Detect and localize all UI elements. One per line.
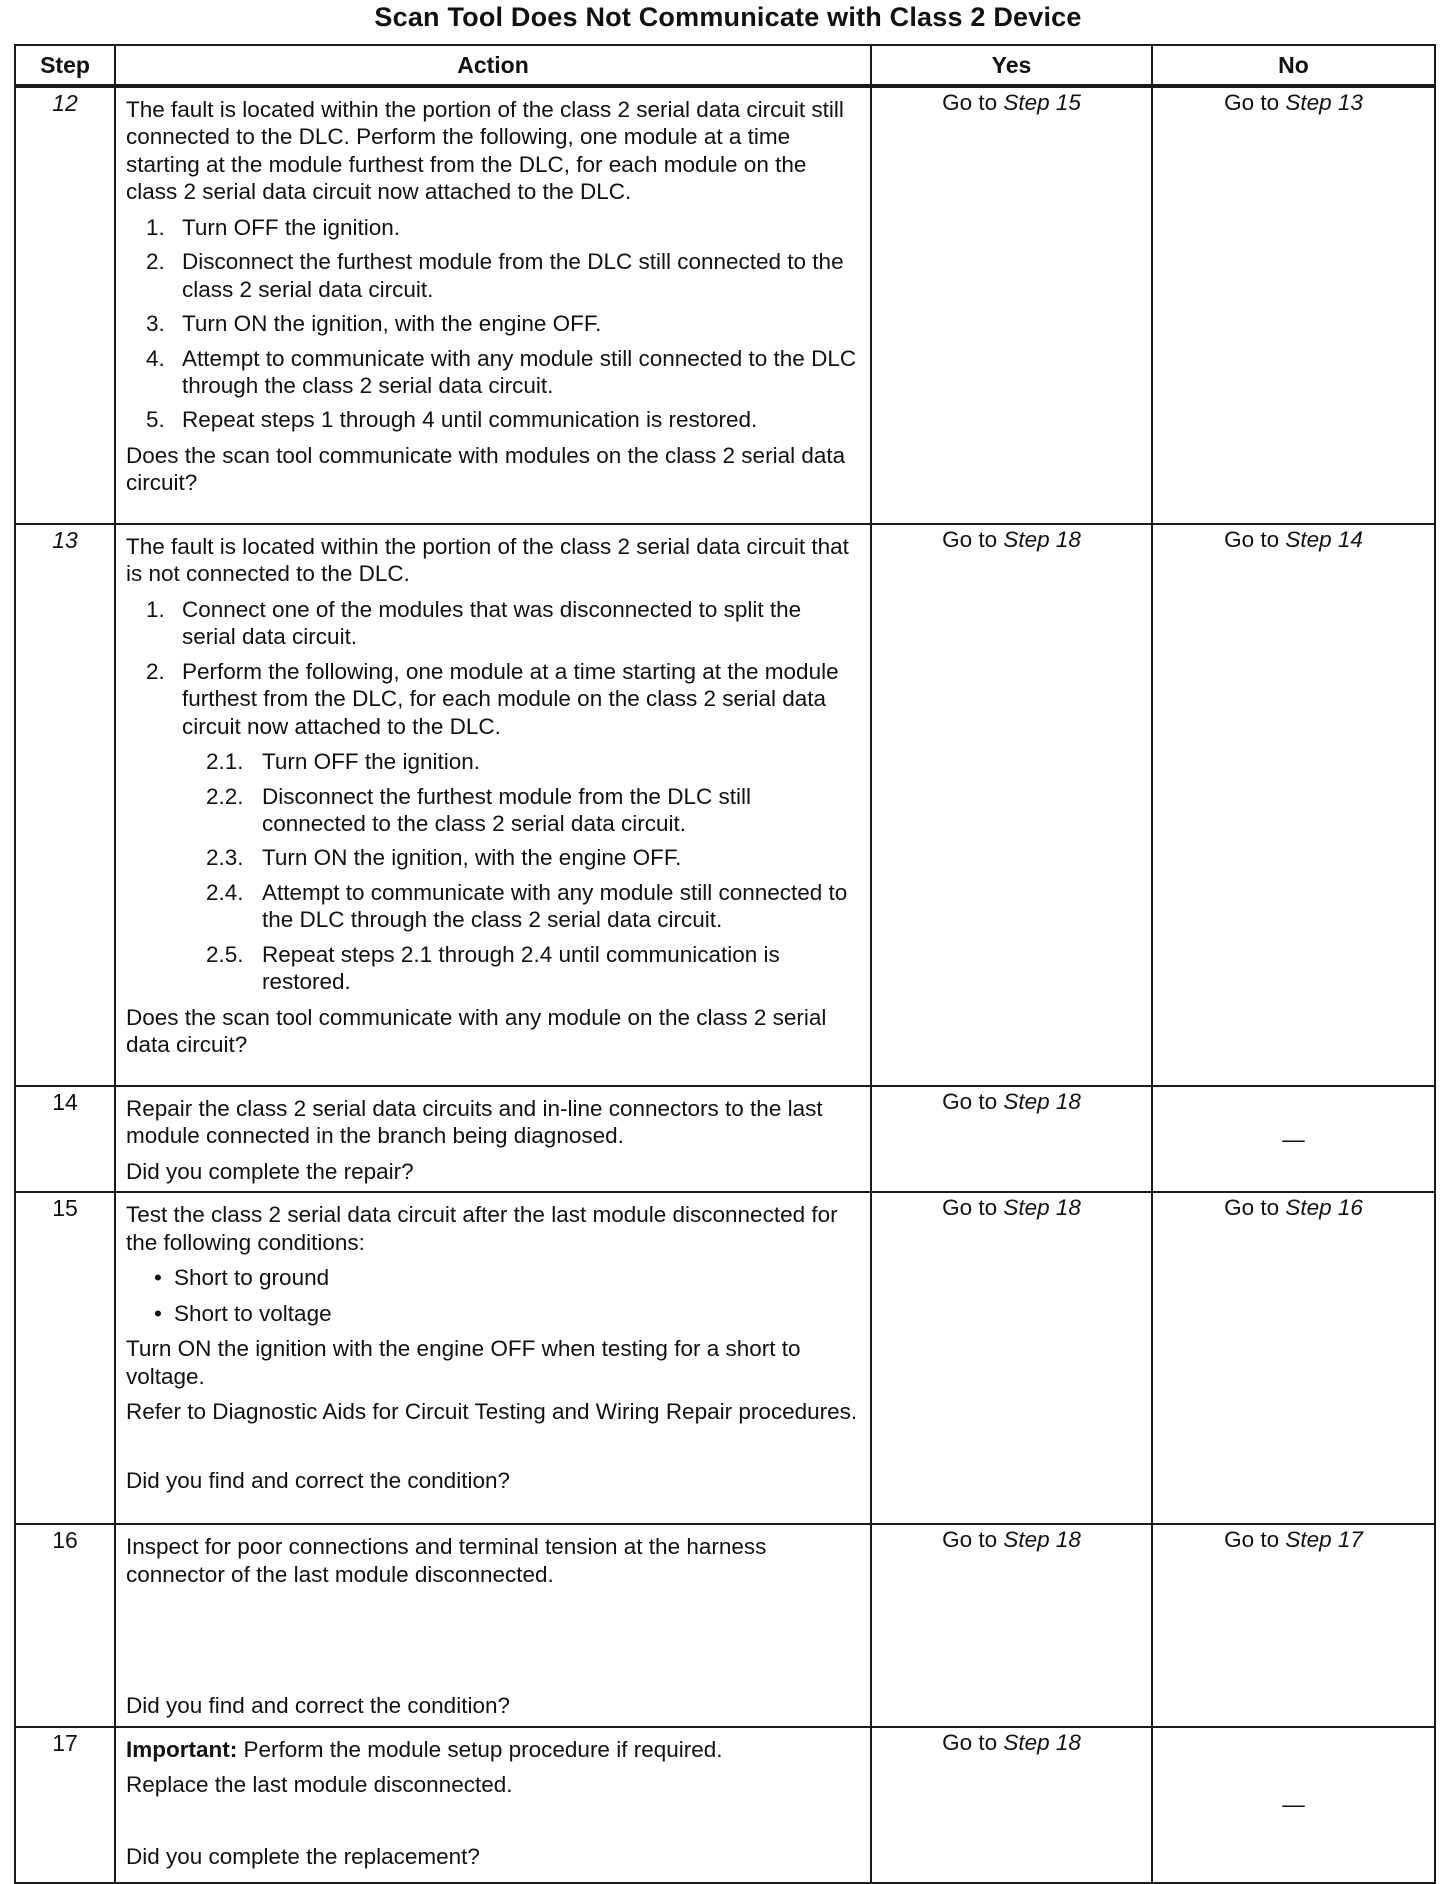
no-goto-step: Step 16 (1285, 1195, 1363, 1221)
list-item: 2.2. Disconnect the furthest module from the DLC still connected to the class 2 serial data circuit. (206, 783, 751, 836)
step-number: 17 (15, 1727, 115, 1883)
action-cell (115, 1727, 871, 1883)
procedure-list (126, 214, 860, 434)
yes-cell: Go to Step 18 (871, 524, 1152, 1086)
yes-goto-step: Step 18 (1003, 1527, 1081, 1553)
column-header-no: No (1152, 45, 1435, 86)
action-cell (115, 1192, 871, 1524)
yes-cell: Go to Step 18 (871, 1727, 1152, 1883)
step-number: 14 (15, 1086, 115, 1192)
action-reference: Refer to Diagnostic Aids for Circuit Testing and Wiring Repair procedures. (126, 1398, 858, 1424)
action-intro: The fault is located within the portion of the class 2 serial data circuit that is not connected to the DLC. (126, 534, 849, 587)
step-number: 12 (15, 86, 115, 524)
action-question: Does the scan tool communicate with modules on the class 2 serial data circuit? (126, 442, 846, 496)
yes-goto-step: Step 18 (1003, 527, 1081, 552)
diagnostic-table (14, 44, 1436, 1884)
no-cell: Go to Step 17 (1152, 1524, 1435, 1726)
action-intro: The fault is located within the portion of the class 2 serial data circuit still connected to the DLC. Perform the following, one module at a time starting at the module furthest from the DLC, for each module on the class 2 serial data circuit now attached to the DLC. (126, 97, 844, 205)
list-item: 2.4. Attempt to communicate with any module still connected to the DLC through the class 2 serial data circuit. (206, 879, 848, 933)
no-goto-step: Step 17 (1285, 1527, 1363, 1553)
yes-goto-step: Step 15 (1003, 90, 1081, 115)
yes-goto-step: Step 18 (1003, 1195, 1081, 1221)
action-intro: Test the class 2 serial data circuit after the last module disconnected for the following conditions: (126, 1202, 838, 1255)
action-question: Did you complete the repair? (126, 1158, 414, 1184)
page-title: Scan Tool Does Not Communicate with Class 2 Device (374, 2, 1082, 32)
list-item: 5. Repeat steps 1 through 4 until communication is restored. (146, 407, 758, 433)
no-goto-step: Step 14 (1285, 527, 1363, 552)
list-item: • Short to voltage (126, 1300, 860, 1327)
no-cell: Go to Step 13 (1152, 86, 1435, 524)
table-row (15, 1727, 1435, 1883)
list-item: 2. Perform the following, one module at a time starting at the module furthest from the DLC, for each module on the class 2 serial data circuit now attached to the DLC. (146, 658, 839, 739)
no-cell: — (1152, 1086, 1435, 1192)
yes-goto-step: Step 18 (1003, 1729, 1081, 1755)
column-header-action: Action (115, 45, 871, 86)
action-question: Did you find and correct the condition? (126, 1468, 510, 1494)
condition-list (126, 1264, 860, 1327)
table-row (15, 86, 1435, 524)
yes-cell: Go to Step 15 (871, 86, 1152, 524)
column-header-step: Step (15, 45, 115, 86)
action-question: Did you find and correct the condition? (126, 1693, 510, 1719)
action-cell (115, 1524, 871, 1726)
list-item: 1. Turn OFF the ignition. (146, 214, 401, 240)
yes-goto-step: Step 18 (1003, 1089, 1081, 1114)
list-item: 4. Attempt to communicate with any module still connected to the DLC through the class 2 serial data circuit. (146, 345, 857, 398)
step-number: 15 (15, 1192, 115, 1524)
yes-cell: Go to Step 18 (871, 1524, 1152, 1726)
no-cell: Go to Step 14 (1152, 524, 1435, 1086)
no-goto-step: Step 13 (1285, 90, 1363, 115)
action-cell (115, 86, 871, 524)
action-question: Did you complete the replacement? (126, 1843, 480, 1869)
no-cell: Go to Step 16 (1152, 1192, 1435, 1524)
column-header-yes: Yes (871, 45, 1152, 86)
table-header-row (15, 45, 1435, 86)
list-item: 2. Disconnect the furthest module from the DLC still connected to the class 2 serial data circuit. (146, 249, 844, 302)
action-intro: Inspect for poor connections and terminal tension at the harness connector of the last module disconnected. (126, 1534, 767, 1587)
important-label: Important: (126, 1736, 238, 1762)
sub-procedure-list (126, 748, 860, 996)
list-item: 2.1. Turn OFF the ignition. (206, 749, 481, 775)
no-cell: — (1152, 1727, 1435, 1883)
action-cell (115, 524, 871, 1086)
action-question: Does the scan tool communicate with any module on the class 2 serial data circuit? (126, 1004, 827, 1057)
yes-cell: Go to Step 18 (871, 1086, 1152, 1192)
step-number: 13 (15, 524, 115, 1086)
list-item: 3. Turn ON the ignition, with the engine OFF. (146, 311, 602, 337)
list-item: 2.5. Repeat steps 2.1 through 2.4 until communication is restored. (206, 941, 780, 995)
table-row (15, 524, 1435, 1086)
table-row (15, 1086, 1435, 1192)
procedure-list (126, 596, 860, 740)
table-row (15, 1192, 1435, 1524)
table-row (15, 1524, 1435, 1726)
step-number: 16 (15, 1524, 115, 1726)
list-item: • Short to ground (126, 1264, 860, 1291)
action-note: Turn ON the ignition with the engine OFF when testing for a short to voltage. (126, 1336, 801, 1389)
yes-cell: Go to Step 18 (871, 1192, 1152, 1524)
important-note: Important: Perform the module setup procedure if required. (126, 1736, 723, 1762)
action-cell (115, 1086, 871, 1192)
list-item: 1. Connect one of the modules that was disconnected to split the serial data circuit. (146, 596, 802, 650)
action-intro: Replace the last module disconnected. (126, 1772, 513, 1798)
action-intro: Repair the class 2 serial data circuits and in-line connectors to the last module connected in the branch being diagnosed. (126, 1096, 823, 1149)
list-item: 2.3. Turn ON the ignition, with the engine OFF. (206, 845, 682, 871)
